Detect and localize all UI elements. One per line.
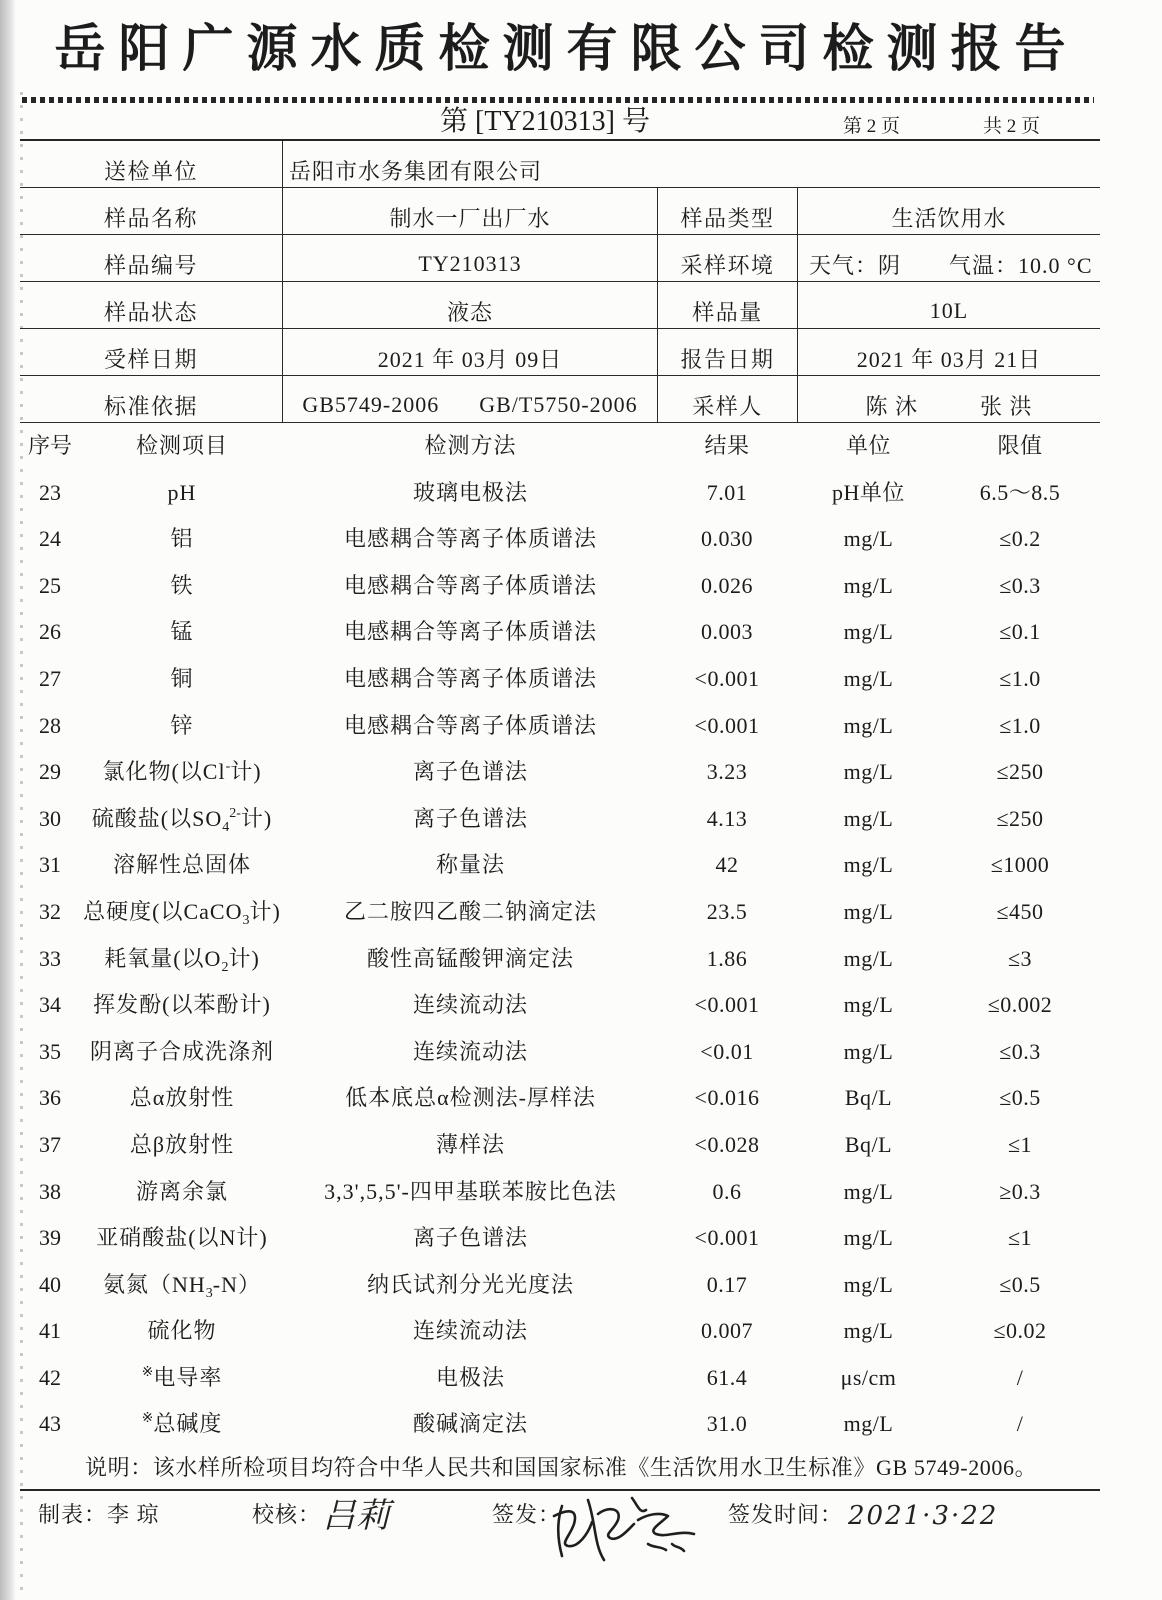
result-row <box>20 1122 1100 1169</box>
test-result: 23.5 <box>706 898 748 924</box>
result-row <box>20 749 1100 796</box>
limit-value: ≤0.2 <box>999 526 1041 552</box>
text-segment: 总硬度(以CaCO <box>83 898 243 924</box>
result-row <box>20 516 1100 563</box>
received-date-label: 受样日期 <box>103 346 198 372</box>
result-row <box>20 470 1100 517</box>
sample-name-label: 样品名称 <box>103 205 198 231</box>
test-result: <0.028 <box>694 1131 760 1157</box>
test-item: 溶解性总固体 <box>112 852 251 878</box>
received-date-value: 2021 年 03月 09日 <box>282 329 657 375</box>
row-number: 25 <box>39 572 61 598</box>
result-row <box>20 982 1100 1029</box>
text-segment: 硫酸盐(以SO <box>91 805 223 831</box>
test-unit: mg/L <box>843 1271 894 1297</box>
limit-value: ≤0.002 <box>987 992 1053 1018</box>
page-current: 第 2 页 <box>843 116 901 137</box>
sampler-value <box>797 376 1100 422</box>
prepared-by <box>38 1500 160 1530</box>
test-result: 0.030 <box>701 526 753 552</box>
test-unit: mg/L <box>843 1411 894 1437</box>
text-segment: -N） <box>212 1271 261 1297</box>
prepared-name: 李 琼 <box>107 1502 160 1527</box>
test-method: 离子色谱法 <box>412 759 528 785</box>
test-unit: mg/L <box>843 526 894 552</box>
test-method: 酸性高锰酸钾滴定法 <box>366 945 574 971</box>
test-unit: mg/L <box>843 945 894 971</box>
test-item <box>80 796 284 843</box>
test-unit: mg/L <box>843 852 894 878</box>
header-no: 序号 <box>27 433 72 458</box>
prepared-label: 制表： <box>38 1502 108 1527</box>
state-value: 液态 <box>282 282 657 328</box>
sample-name-value: 制水一厂出厂水 <box>282 188 657 234</box>
test-result: 7.01 <box>706 479 748 505</box>
test-item: 铁 <box>170 572 194 598</box>
text-segment: 计) <box>228 945 260 971</box>
row-number: 37 <box>39 1131 61 1157</box>
test-method: 连续流动法 <box>412 1318 528 1344</box>
standard-primary: GB5749-2006 <box>302 392 440 417</box>
test-unit: mg/L <box>843 898 894 924</box>
test-result: 0.003 <box>701 619 753 645</box>
limit-value: / <box>1016 1364 1024 1390</box>
test-method: 低本底总α检测法-厚样法 <box>345 1085 596 1111</box>
test-unit: μs/cm <box>840 1364 897 1390</box>
info-row-dates <box>20 329 1100 376</box>
state-label: 样品状态 <box>103 299 198 325</box>
issue-time-label: 签发时间： <box>728 1502 844 1527</box>
row-number: 43 <box>39 1411 61 1437</box>
temperature-value: 气温：10.0 °C <box>949 252 1093 278</box>
row-number: 24 <box>39 526 61 552</box>
test-unit: mg/L <box>843 1225 894 1251</box>
test-method: 玻璃电极法 <box>412 479 528 505</box>
text-segment: 氯化物(以Cl <box>102 759 226 785</box>
issued-label: 签发： <box>492 1502 562 1527</box>
test-item: 总α放射性 <box>129 1085 235 1111</box>
quantity-label: 样品量 <box>657 282 797 328</box>
sampler-2: 张 洪 <box>980 393 1033 419</box>
limit-value: ≤3 <box>1007 945 1033 971</box>
text-segment: 电导率 <box>153 1364 223 1390</box>
sample-info-table <box>20 141 1100 423</box>
test-unit: Bq/L <box>844 1131 893 1157</box>
test-item: 亚硝酸盐(以N计) <box>96 1225 268 1251</box>
row-number: 26 <box>39 619 61 645</box>
limit-value: / <box>1016 1411 1024 1437</box>
limit-value: 6.5～8.5 <box>979 479 1061 505</box>
test-unit: mg/L <box>843 1318 894 1344</box>
scan-left-edge <box>0 0 16 1600</box>
limit-value: ≤0.1 <box>999 619 1041 645</box>
test-method: 电感耦合等离子体质谱法 <box>343 665 597 691</box>
test-method: 电极法 <box>435 1364 505 1390</box>
result-row <box>20 936 1100 983</box>
limit-value: ≤1 <box>1007 1131 1033 1157</box>
result-row <box>20 1215 1100 1262</box>
test-item <box>80 1355 284 1402</box>
row-number: 32 <box>39 898 61 924</box>
result-row <box>20 1075 1100 1122</box>
test-item: 铝 <box>170 526 194 552</box>
text-segment: 计) <box>249 898 281 924</box>
client-label: 送检单位 <box>103 158 198 184</box>
text-segment: 3 <box>205 1285 213 1301</box>
weather-value: 天气：阴 <box>809 252 902 278</box>
row-number: 41 <box>39 1318 61 1344</box>
sample-type-label: 样品类型 <box>657 188 797 234</box>
test-item: 游离余氯 <box>135 1178 228 1204</box>
row-number: 35 <box>39 1038 61 1064</box>
test-result: 0.007 <box>701 1318 753 1344</box>
page-total: 共 2 页 <box>983 116 1041 137</box>
test-unit: mg/L <box>843 992 894 1018</box>
result-row <box>20 1401 1100 1448</box>
info-row-state <box>20 282 1100 329</box>
limit-value: ≤0.3 <box>999 572 1041 598</box>
row-number: 39 <box>39 1225 61 1251</box>
row-number: 29 <box>39 759 61 785</box>
result-row <box>20 842 1100 889</box>
test-result: 0.17 <box>706 1271 748 1297</box>
test-unit: mg/L <box>843 1038 894 1064</box>
limit-value: ≤250 <box>996 759 1044 785</box>
limit-value: ≤0.5 <box>999 1085 1041 1111</box>
test-unit: mg/L <box>843 619 894 645</box>
result-row <box>20 1308 1100 1355</box>
text-segment: 耗氧量(以O <box>104 945 222 971</box>
test-unit: mg/L <box>843 572 894 598</box>
text-segment: 计) <box>240 805 273 831</box>
test-method: 电感耦合等离子体质谱法 <box>343 526 597 552</box>
test-unit: mg/L <box>843 1178 894 1204</box>
test-result: 31.0 <box>706 1411 748 1437</box>
header-result: 结果 <box>704 433 750 458</box>
test-item <box>80 1262 284 1309</box>
test-result: <0.001 <box>694 1225 760 1251</box>
test-result: <0.01 <box>700 1038 754 1064</box>
test-item: 硫化物 <box>147 1318 217 1344</box>
result-row <box>20 656 1100 703</box>
header-unit: 单位 <box>845 433 891 458</box>
conclusion-note: 说明：该水样所检项目均符合中华人民共和国国家标准《生活饮用水卫生标准》GB 5749-2006。 <box>85 1455 1038 1480</box>
text-segment: ※ <box>141 1364 154 1380</box>
test-result: 0.6 <box>712 1178 742 1204</box>
environment-value <box>797 235 1100 281</box>
test-method: 电感耦合等离子体质谱法 <box>343 712 597 738</box>
test-method: 连续流动法 <box>412 1038 528 1064</box>
test-method: 电感耦合等离子体质谱法 <box>343 619 597 645</box>
text-segment: 3 <box>242 912 250 928</box>
test-item: 锌 <box>170 712 194 738</box>
row-number: 42 <box>39 1364 61 1390</box>
row-number: 38 <box>39 1178 61 1204</box>
issue-time-handwritten: 2021·3·22 <box>848 1501 999 1531</box>
test-method: 离子色谱法 <box>412 1225 528 1251</box>
test-result: 61.4 <box>706 1364 748 1390</box>
standard-label: 标准依据 <box>103 393 198 419</box>
result-row <box>20 796 1100 843</box>
limit-value: ≤0.3 <box>999 1038 1041 1064</box>
row-number: 30 <box>39 805 61 831</box>
row-number: 36 <box>39 1085 61 1111</box>
reviewed-label: 校核： <box>252 1502 322 1527</box>
test-unit: mg/L <box>843 759 894 785</box>
client-value: 岳阳市水务集团有限公司 <box>282 141 1100 187</box>
limit-value: ≤250 <box>996 805 1044 831</box>
test-item <box>80 749 284 796</box>
limit-value: ≤1.0 <box>999 712 1041 738</box>
test-result: 42 <box>715 852 739 878</box>
test-result: 4.13 <box>706 805 748 831</box>
test-item: 锰 <box>170 619 194 645</box>
row-number: 33 <box>39 945 61 971</box>
test-item <box>80 936 284 983</box>
test-unit: mg/L <box>843 665 894 691</box>
report-title: 岳阳广源水质检测有限公司检测报告 <box>54 22 1079 78</box>
limit-value: ≤1.0 <box>999 665 1041 691</box>
result-row <box>20 609 1100 656</box>
test-method: 3,3',5,5'-四甲基联苯胺比色法 <box>324 1178 617 1204</box>
reviewer-signature: 吕莉 <box>322 1496 390 1536</box>
header-limit: 限值 <box>997 433 1043 458</box>
test-item: 铜 <box>170 665 194 691</box>
standard-method: GB/T5750-2006 <box>479 392 638 417</box>
text-segment: 2- <box>229 805 241 821</box>
info-row-standard <box>20 376 1100 423</box>
header-item: 检测项目 <box>135 433 228 458</box>
text-segment: ※ <box>141 1411 154 1427</box>
result-row <box>20 1355 1100 1402</box>
test-unit: mg/L <box>843 805 894 831</box>
test-unit: mg/L <box>843 712 894 738</box>
test-unit: pH单位 <box>832 479 905 505</box>
text-segment: - <box>225 759 231 775</box>
row-number: 34 <box>39 992 61 1018</box>
limit-value: ≤0.02 <box>993 1318 1047 1344</box>
sample-type-value: 生活饮用水 <box>797 188 1100 234</box>
sampler-label: 采样人 <box>657 376 797 422</box>
row-number: 23 <box>39 479 61 505</box>
test-unit: Bq/L <box>844 1085 893 1111</box>
test-result: <0.016 <box>694 1085 760 1111</box>
test-method: 电感耦合等离子体质谱法 <box>343 572 597 598</box>
result-row <box>20 703 1100 750</box>
report-date-label: 报告日期 <box>657 329 797 375</box>
test-method: 酸碱滴定法 <box>412 1411 528 1437</box>
result-row <box>20 1262 1100 1309</box>
result-row <box>20 563 1100 610</box>
text-segment: 计) <box>230 759 262 785</box>
info-row-sample-name <box>20 188 1100 235</box>
sample-id-label: 样品编号 <box>103 252 198 278</box>
report-number: 第 [TY210313] 号 <box>440 106 650 137</box>
text-segment: 总碱度 <box>153 1411 223 1437</box>
limit-value: ≤450 <box>996 898 1044 924</box>
row-number: 27 <box>39 665 61 691</box>
test-result: 3.23 <box>706 759 748 785</box>
row-number: 28 <box>39 712 61 738</box>
test-result: <0.001 <box>694 712 760 738</box>
issuer-signature <box>548 1484 698 1566</box>
limit-value: ≤0.5 <box>999 1271 1041 1297</box>
test-method: 离子色谱法 <box>412 805 528 831</box>
test-result: 0.026 <box>701 572 753 598</box>
info-row-sample-id <box>20 235 1100 282</box>
quantity-value: 10L <box>797 282 1100 328</box>
report-date-value: 2021 年 03月 21日 <box>797 329 1100 375</box>
limit-value: ≤1 <box>1007 1225 1033 1251</box>
result-row <box>20 889 1100 936</box>
text-segment: 2 <box>221 959 229 975</box>
test-method: 乙二胺四乙酸二钠滴定法 <box>343 898 597 924</box>
test-item <box>80 889 284 936</box>
test-item: pH <box>167 479 197 505</box>
info-row-client <box>20 141 1100 188</box>
test-method: 纳氏试剂分光光度法 <box>366 1271 574 1297</box>
result-row <box>20 1169 1100 1216</box>
sample-id-value: TY210313 <box>282 235 657 281</box>
row-number: 31 <box>39 852 61 878</box>
results-header-row <box>20 423 1100 470</box>
test-result: 1.86 <box>706 945 748 971</box>
limit-value: ≤1000 <box>990 852 1050 878</box>
test-method: 薄样法 <box>435 1131 505 1157</box>
test-item: 挥发酚(以苯酚计) <box>93 992 271 1018</box>
test-item: 阴离子合成洗涤剂 <box>89 1038 274 1064</box>
test-method: 连续流动法 <box>412 992 528 1018</box>
standard-value <box>282 376 657 422</box>
text-segment: 4 <box>222 819 230 835</box>
test-result: <0.001 <box>694 992 760 1018</box>
dotted-divider <box>22 97 1094 103</box>
test-item <box>80 1401 284 1448</box>
header-method: 检测方法 <box>424 433 517 458</box>
limit-value: ≥0.3 <box>999 1178 1041 1204</box>
test-result: <0.001 <box>694 665 760 691</box>
row-number: 40 <box>39 1271 61 1297</box>
environment-label: 采样环境 <box>657 235 797 281</box>
text-segment: 氨氮（NH <box>103 1271 206 1297</box>
result-row <box>20 1029 1100 1076</box>
test-item: 总β放射性 <box>129 1131 235 1157</box>
results-body <box>20 470 1100 1448</box>
sampler-1: 陈 沐 <box>865 393 918 419</box>
test-method: 称量法 <box>435 852 505 878</box>
results-table <box>20 423 1100 1448</box>
